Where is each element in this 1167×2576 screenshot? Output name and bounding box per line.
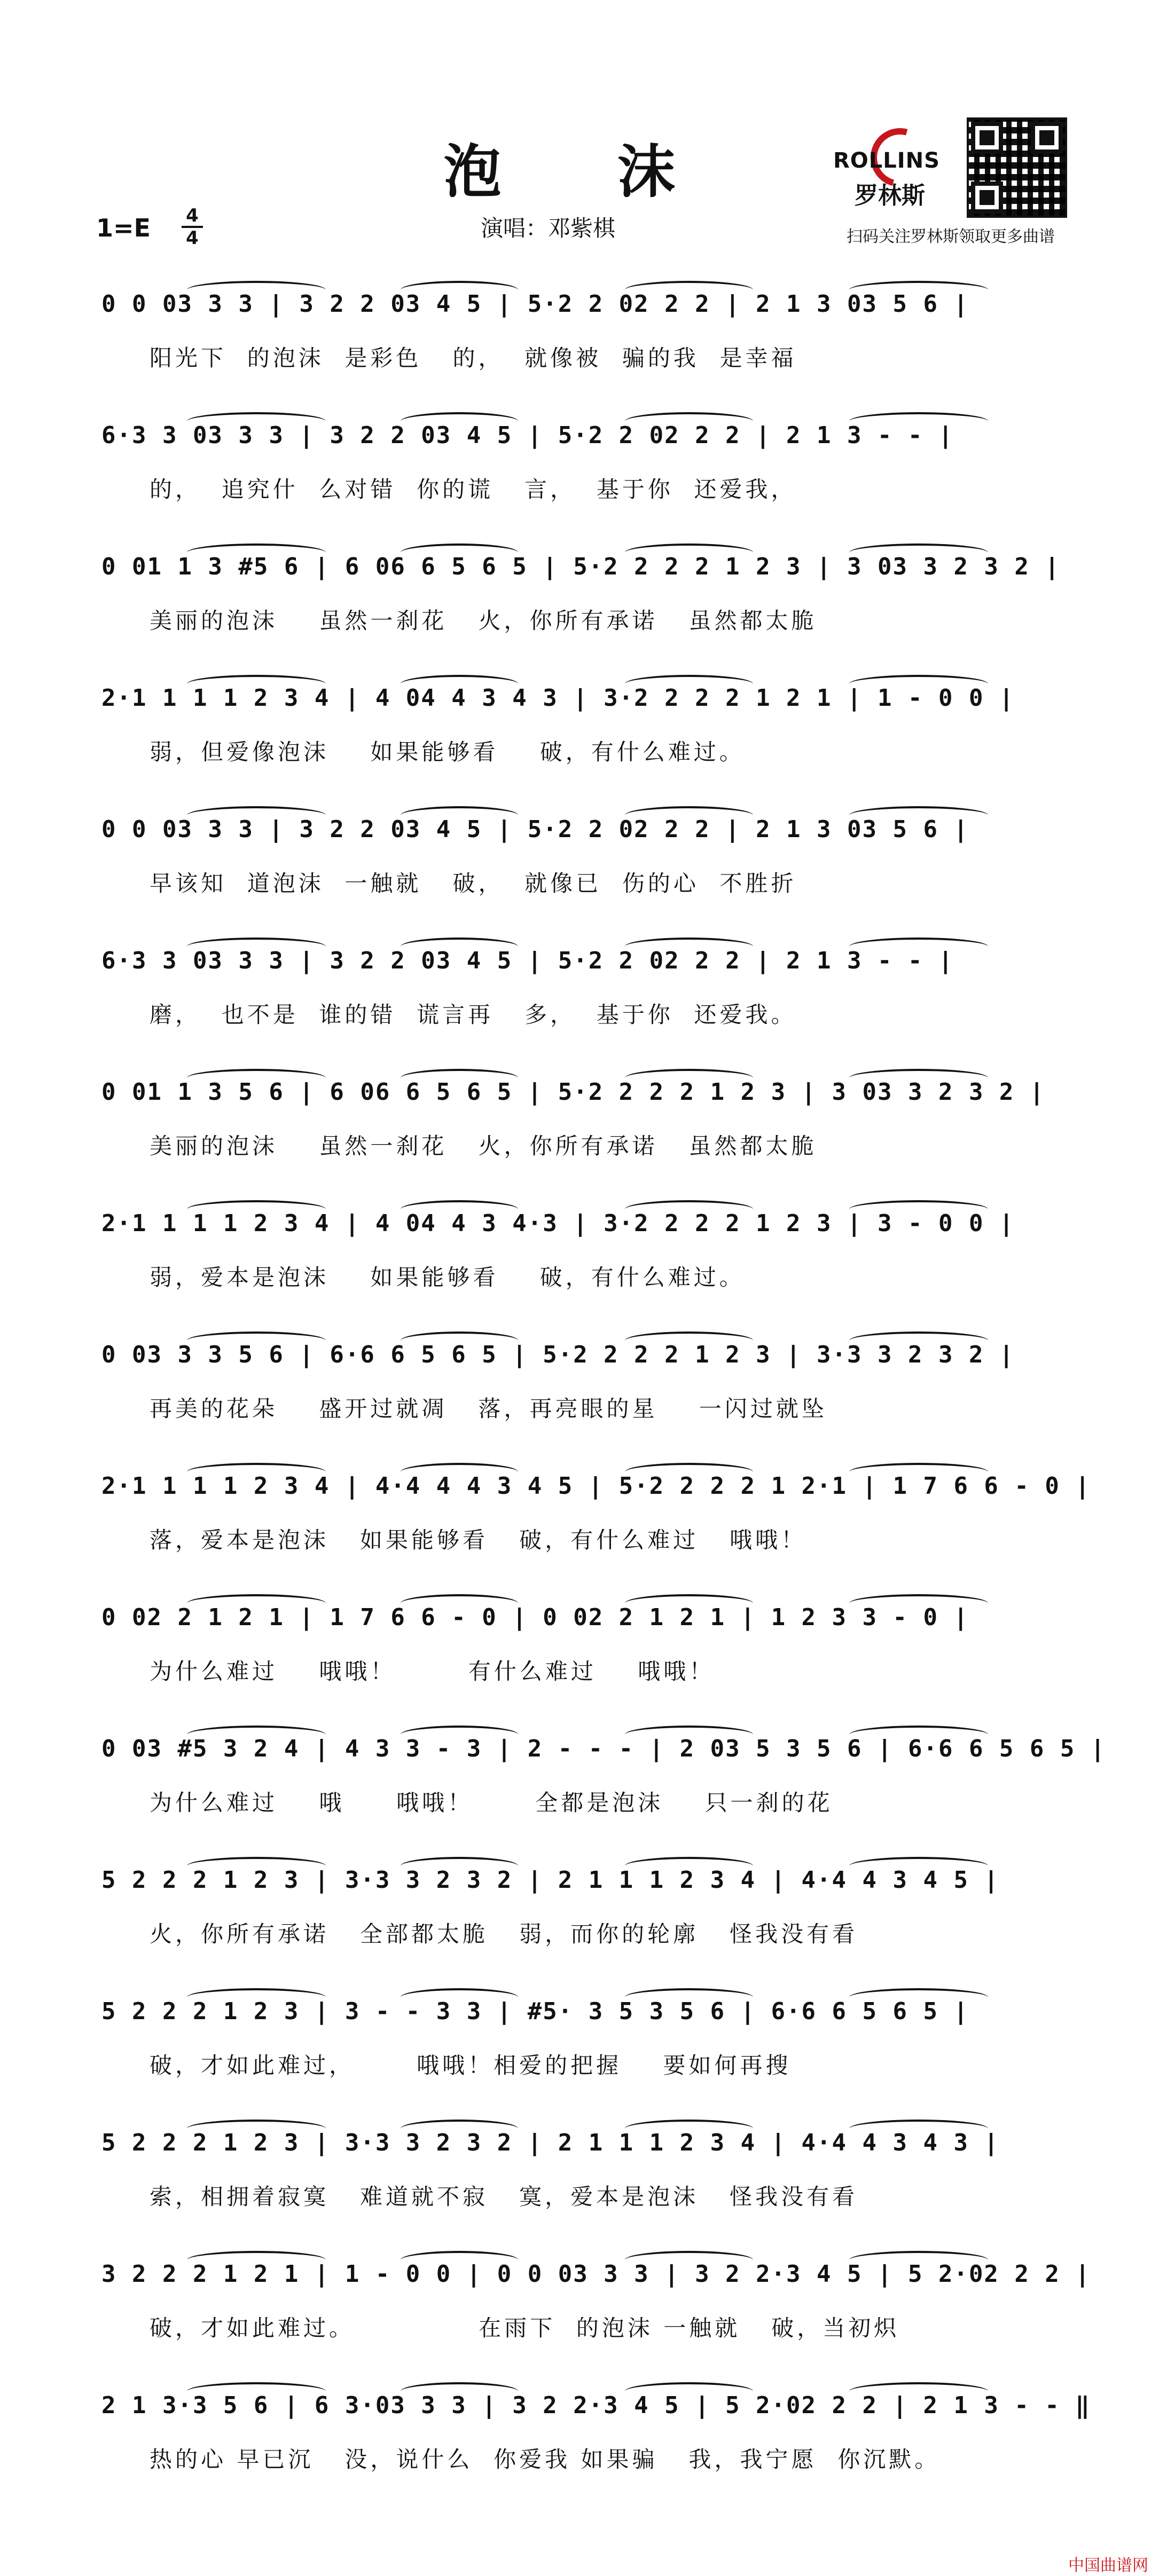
lyrics-line: 破，才如此难过。 在雨下 的泡沫 一触就 破，当初炽: [150, 2315, 900, 2341]
tie-mark: [625, 1726, 753, 1744]
tie-mark: [849, 2382, 988, 2400]
tie-mark: [187, 1463, 326, 1481]
tie-mark: [625, 2120, 753, 2138]
lyrics-line: 破，才如此难过， 哦哦！相爱的把握 要如何再搜: [150, 2052, 792, 2078]
notes-line: 6·3 3 03 3 3 | 3 2 2 03 4 5 | 5·2 2 02 2 2 | 2 1 3 - - |: [101, 422, 954, 449]
tie-mark: [401, 675, 518, 693]
tie-mark: [625, 1988, 753, 2006]
tie-mark: [401, 2120, 518, 2138]
lyrics-line: 美丽的泡沫 虽然一刹花 火，你所有承诺 虽然都太脆: [150, 1133, 817, 1159]
notes-line: 5 2 2 2 1 2 3 | 3·3 3 2 3 2 | 2 1 1 1 2 3 4 | 4·4 4 3 4 5 |: [101, 1866, 999, 1894]
tie-mark: [625, 2382, 753, 2400]
tie-mark: [849, 543, 988, 562]
notes-line: 2 1 3·3 5 6 | 6 3·03 3 3 | 3 2 2·3 4 5 | 5 2·02 2 2 | 2 1 3 - - ‖: [101, 2392, 1091, 2419]
tie-mark: [625, 806, 753, 824]
tie-mark: [849, 1332, 988, 1350]
tie-mark: [849, 1594, 988, 1612]
tie-mark: [187, 2251, 326, 2269]
score-row: [101, 1197, 1063, 1304]
tie-mark: [187, 1594, 326, 1612]
tie-mark: [849, 2251, 988, 2269]
score-row: [101, 934, 1063, 1041]
lyrics-line: 的， 追究什 么对错 你的谎 言， 基于你 还爱我，: [150, 476, 797, 502]
notes-line: 0 0 03 3 3 | 3 2 2 03 4 5 | 5·2 2 02 2 2 | 2 1 3 03 5 6 |: [101, 816, 969, 843]
notes-line: 3 2 2 2 1 2 1 | 1 - 0 0 | 0 0 03 3 3 | 3 2 2·3 4 5 | 5 2·02 2 2 |: [101, 2260, 1091, 2288]
lyrics-line: 火，你所有承诺 全部都太脆 弱，而你的轮廓 怪我没有看: [150, 1921, 858, 1947]
notes-line: 0 01 1 3 5 6 | 6 06 6 5 6 5 | 5·2 2 2 2 1 2 3 | 3 03 3 2 3 2 |: [101, 1078, 1045, 1106]
tie-mark: [187, 1332, 326, 1350]
notes-line: 0 01 1 3 #5 6 | 6 06 6 5 6 5 | 5·2 2 2 2 1 2 3 | 3 03 3 2 3 2 |: [101, 553, 1060, 580]
score-row: [101, 1985, 1063, 2092]
tie-mark: [401, 1726, 518, 1744]
score-row: [101, 1591, 1063, 1698]
score-row: [101, 1460, 1091, 1566]
tie-mark: [625, 1069, 753, 1087]
tie-mark: [625, 1463, 753, 1481]
tie-mark: [187, 543, 326, 562]
lyrics-line: 为什么难过 哦 哦哦！ 全都是泡沫 只一刹的花: [150, 1790, 833, 1816]
notes-line: 2·1 1 1 1 2 3 4 | 4 04 4 3 4 3 | 3·2 2 2 2 1 2 1 | 1 - 0 0 |: [101, 684, 1015, 712]
notes-line: 0 0 03 3 3 | 3 2 2 03 4 5 | 5·2 2 02 2 2 | 2 1 3 03 5 6 |: [101, 290, 969, 318]
score-row: [101, 803, 1063, 910]
tie-mark: [401, 1200, 518, 1218]
tie-mark: [187, 1726, 326, 1744]
lyrics-line: 再美的花朵 盛开过就凋 落，再亮眼的星 一闪过就坠: [150, 1396, 827, 1422]
tie-mark: [849, 1988, 988, 2006]
tie-mark: [187, 1069, 326, 1087]
score-row: [101, 540, 1063, 647]
notes-line: 0 02 2 1 2 1 | 1 7 6 6 - 0 | 0 02 2 1 2 1 | 1 2 3 3 - 0 |: [101, 1604, 969, 1631]
score-row: [101, 1854, 1063, 1960]
score-row: [101, 672, 1063, 778]
logo-brand-cn: 罗林斯: [855, 182, 925, 209]
lyrics-line: 落，爱本是泡沫 如果能够看 破，有什么难过 哦哦！: [150, 1527, 807, 1553]
tie-mark: [625, 1200, 753, 1218]
notes-line: 2·1 1 1 1 2 3 4 | 4·4 4 4 3 4 5 | 5·2 2 2 2 1 2·1 | 1 7 6 6 - 0 |: [101, 1472, 1091, 1500]
tie-mark: [401, 1857, 518, 1875]
tie-mark: [849, 2120, 988, 2138]
tie-mark: [187, 412, 326, 430]
lyrics-line: 弱，但爱像泡沫 如果能够看 破，有什么难过。: [150, 739, 745, 765]
tie-mark: [849, 1200, 988, 1218]
tie-mark: [625, 675, 753, 693]
score-row: [101, 278, 1063, 384]
tie-mark: [401, 1332, 518, 1350]
tie-mark: [187, 281, 326, 299]
tie-mark: [625, 1857, 753, 1875]
time-signature-bottom: 4: [186, 227, 199, 249]
tie-mark: [401, 2251, 518, 2269]
notes-line: 6·3 3 03 3 3 | 3 2 2 03 4 5 | 5·2 2 02 2 2 | 2 1 3 - - |: [101, 947, 954, 974]
tie-mark: [849, 938, 988, 956]
tie-mark: [401, 1069, 518, 1087]
score-row: [101, 1328, 1063, 1435]
notes-line: 5 2 2 2 1 2 3 | 3 - - 3 3 | #5· 3 5 3 5 6 | 6·6 6 5 6 5 |: [101, 1998, 969, 2025]
lyrics-line: 弱，爱本是泡沫 如果能够看 破，有什么难过。: [150, 1264, 745, 1290]
tie-mark: [849, 412, 988, 430]
tie-mark: [849, 281, 988, 299]
time-signature-top: 4: [182, 206, 203, 228]
tie-mark: [401, 938, 518, 956]
logo-brand: ROLLINS: [833, 148, 940, 173]
notes-line: 0 03 3 3 5 6 | 6·6 6 5 6 5 | 5·2 2 2 2 1 2 3 | 3·3 3 2 3 2 |: [101, 1341, 1015, 1368]
qr-caption: 扫码关注罗林斯领取更多曲谱: [847, 227, 1055, 246]
tie-mark: [187, 2382, 326, 2400]
tie-mark: [401, 1594, 518, 1612]
time-signature: [182, 206, 203, 248]
tie-mark: [625, 938, 753, 956]
notes-line: 0 03 #5 3 2 4 | 4 3 3 - 3 | 2 - - - | 2 03 5 3 5 6 | 6·6 6 5 6 5 |: [101, 1735, 1106, 1762]
score-row: [101, 2116, 1063, 2223]
watermark: 中国曲谱网: [1068, 2556, 1148, 2575]
score-row: [101, 1066, 1063, 1172]
tie-mark: [187, 806, 326, 824]
tie-mark: [849, 675, 988, 693]
tie-mark: [849, 1857, 988, 1875]
singer-credit: 演唱：邓紫棋: [481, 215, 616, 241]
score-row: [101, 2248, 1091, 2354]
lyrics-line: 美丽的泡沫 虽然一刹花 火，你所有承诺 虽然都太脆: [150, 608, 817, 634]
lyrics-line: 阳光下 的泡沫 是彩色 的， 就像被 骗的我 是幸福: [150, 345, 797, 371]
lyrics-line: 为什么难过 哦哦！ 有什么难过 哦哦！: [150, 1658, 715, 1684]
tie-mark: [849, 1463, 988, 1481]
lyrics-line: 早该知 道泡沫 一触就 破， 就像已 伤的心 不胜折: [150, 870, 797, 896]
tie-mark: [849, 1726, 988, 1744]
tie-mark: [401, 806, 518, 824]
tie-mark: [401, 1988, 518, 2006]
tie-mark: [187, 1200, 326, 1218]
song-title: 泡 沫: [443, 138, 724, 206]
tie-mark: [187, 2120, 326, 2138]
tie-mark: [849, 1069, 988, 1087]
notes-line: 2·1 1 1 1 2 3 4 | 4 04 4 3 4·3 | 3·2 2 2 2 1 2 3 | 3 - 0 0 |: [101, 1210, 1015, 1237]
tie-mark: [401, 412, 518, 430]
notes-line: 5 2 2 2 1 2 3 | 3·3 3 2 3 2 | 2 1 1 1 2 3 4 | 4·4 4 3 4 3 |: [101, 2129, 999, 2156]
score-row: [101, 2379, 1091, 2486]
tie-mark: [401, 1463, 518, 1481]
score-row: [101, 409, 1063, 516]
tie-mark: [187, 1988, 326, 2006]
tie-mark: [401, 543, 518, 562]
tie-mark: [187, 938, 326, 956]
tie-mark: [625, 1332, 753, 1350]
score-row: [101, 1722, 1106, 1829]
lyrics-line: 磨， 也不是 谁的错 谎言再 多， 基于你 还爱我。: [150, 1002, 797, 1028]
tie-mark: [187, 1857, 326, 1875]
tie-mark: [625, 543, 753, 562]
tie-mark: [401, 281, 518, 299]
tie-mark: [625, 412, 753, 430]
brand-logo: [833, 123, 961, 208]
lyrics-line: 热的心 早已沉 没，说什么 你爱我 如果骗 我，我宁愿 你沉默。: [150, 2446, 941, 2472]
tie-mark: [625, 1594, 753, 1612]
qr-code-icon: [967, 117, 1067, 218]
tie-mark: [625, 2251, 753, 2269]
tie-mark: [625, 281, 753, 299]
lyrics-line: 索，相拥着寂寞 难道就不寂 寞，爱本是泡沫 怪我没有看: [150, 2184, 858, 2210]
key-signature: 1=E: [96, 214, 151, 242]
tie-mark: [187, 675, 326, 693]
tie-mark: [849, 806, 988, 824]
tie-mark: [401, 2382, 518, 2400]
